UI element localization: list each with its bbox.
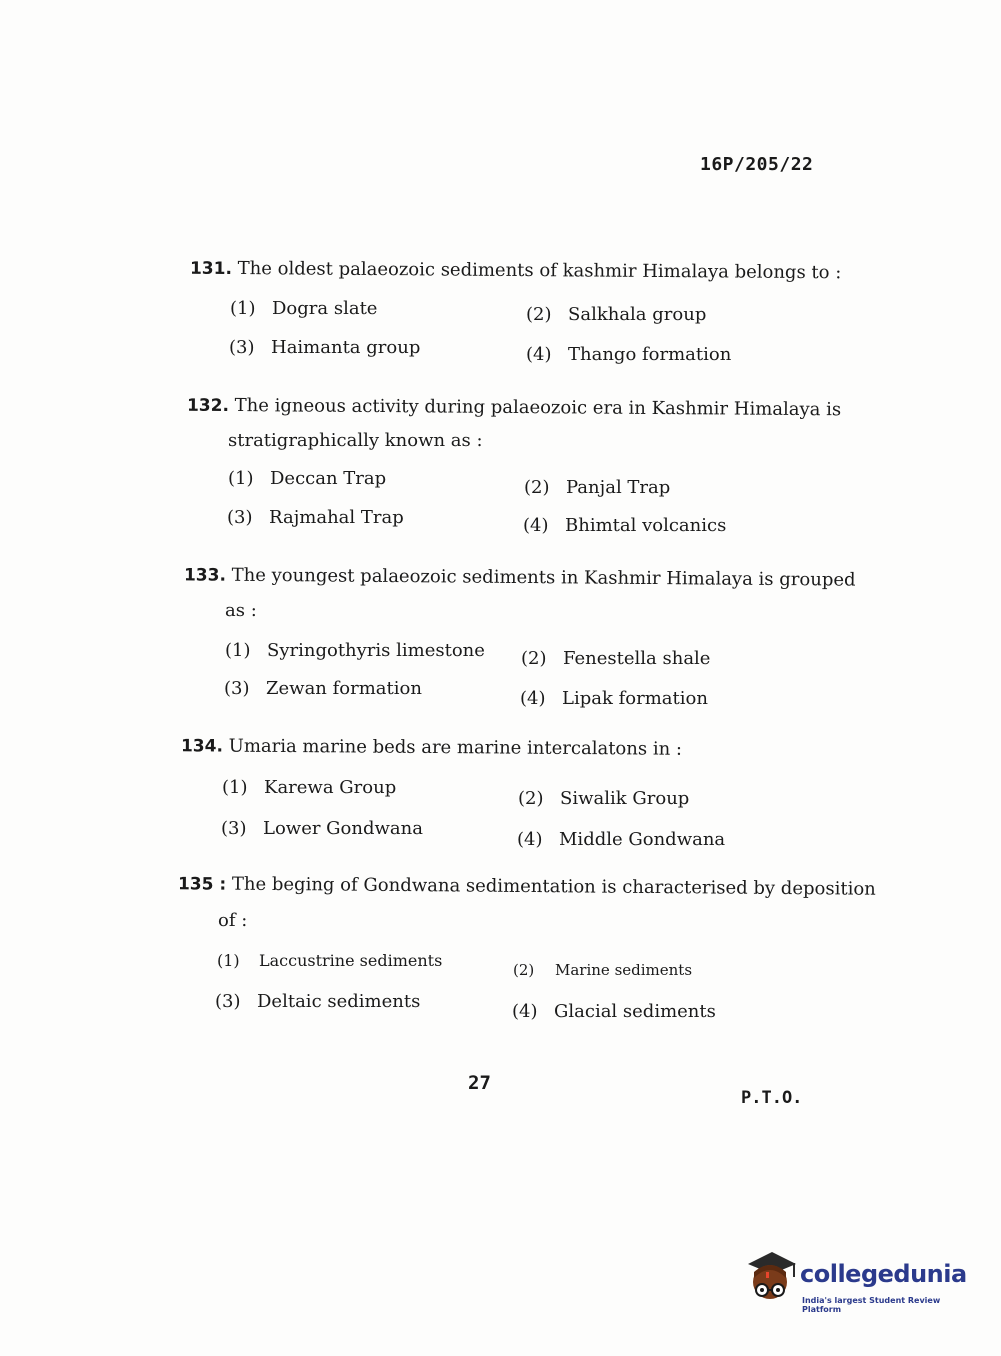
question-text-continued: of : [218, 910, 248, 931]
option: (2) Siwalik Group [518, 788, 690, 809]
option: (1) Laccustrine sediments [217, 951, 443, 970]
option: (4) Glacial sediments [512, 1001, 716, 1022]
brand-tagline: India's largest Student Review Platform [802, 1296, 941, 1314]
pto-label: P.T.O. [741, 1088, 803, 1108]
option: (3) Lower Gondwana [221, 818, 423, 839]
option: (2) Salkhala group [526, 304, 707, 325]
question-number: 134. [180, 736, 224, 757]
page-number: 27 [468, 1072, 491, 1094]
option: (3) Haimanta group [229, 337, 421, 358]
question-stem [187, 395, 841, 421]
question-text-continued: as : [225, 600, 257, 621]
question-text: The beging of Gondwana sedimentation is characterised by deposition [231, 873, 876, 900]
question-text-continued: stratigraphically known as : [228, 430, 483, 451]
question-number: 133. [183, 565, 227, 586]
option: (4) Bhimtal volcanics [523, 515, 727, 536]
option: (4) Lipak formation [520, 688, 708, 709]
option: (3) Rajmahal Trap [227, 507, 404, 528]
question-number: 131. [189, 258, 233, 280]
option: (4) Thango formation [526, 344, 732, 365]
question-stem [184, 564, 856, 590]
collegedunia-watermark [742, 1250, 972, 1320]
option: (2) Marine sediments [513, 961, 693, 979]
option: (2) Panjal Trap [524, 477, 671, 498]
option: (2) Fenestella shale [521, 648, 711, 669]
question-stem [181, 735, 682, 759]
question-number: 135 : [177, 874, 227, 895]
mascot-icon [742, 1250, 798, 1314]
option: (4) Middle Gondwana [517, 829, 726, 850]
question-number: 132. [186, 395, 230, 417]
option: (1) Deccan Trap [228, 468, 387, 489]
question-text: The igneous activity during palaeozoic era in Kashmir Himalaya is [234, 395, 842, 421]
option: (1) Syringothyris limestone [225, 640, 485, 661]
paper-code: 16P/205/22 [700, 154, 814, 175]
option: (1) Dogra slate [230, 298, 378, 319]
question-text: The youngest palaeozoic sediments in Kashmir Himalaya is grouped [231, 564, 856, 591]
question-text: The oldest palaeozoic sediments of kashmir Himalaya belongs to : [237, 258, 842, 284]
question-stem [178, 873, 876, 899]
question-stem [190, 258, 841, 284]
brand-name: collegedunia [800, 1260, 967, 1288]
option: (1) Karewa Group [222, 777, 397, 798]
question-text: Umaria marine beds are marine intercalatons in : [228, 735, 683, 760]
option: (3) Deltaic sediments [215, 991, 421, 1012]
option: (3) Zewan formation [224, 678, 422, 699]
